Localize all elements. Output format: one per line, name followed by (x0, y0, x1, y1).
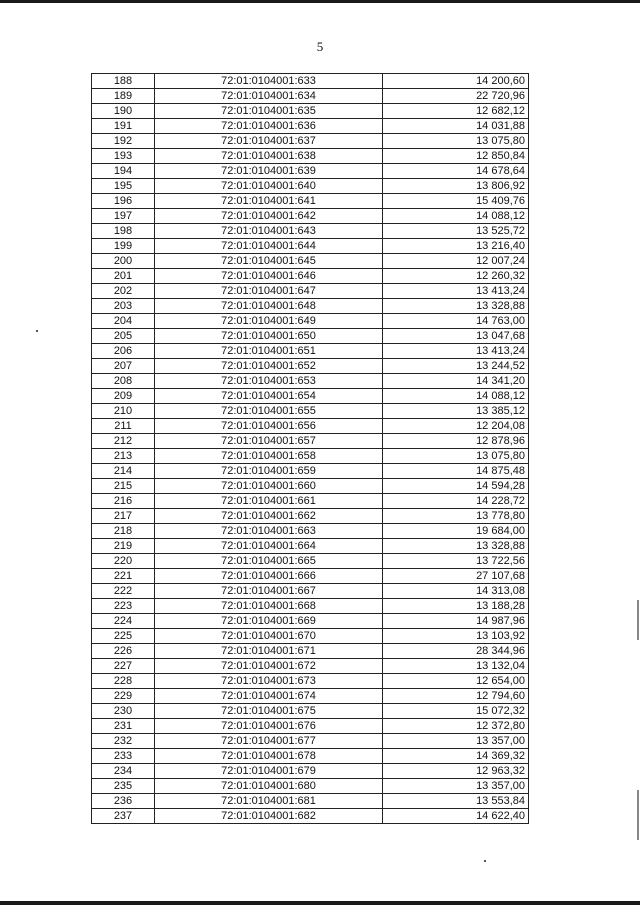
cadastral-number-cell: 72:01:0104001:654 (155, 389, 383, 404)
row-number-cell: 192 (92, 134, 155, 149)
row-number-cell: 230 (92, 704, 155, 719)
table-row (92, 419, 529, 434)
table-row (92, 329, 529, 344)
cadastral-number-cell: 72:01:0104001:647 (155, 284, 383, 299)
row-number-cell: 206 (92, 344, 155, 359)
value-cell: 14 763,00 (383, 314, 529, 329)
table-row (92, 599, 529, 614)
cadastral-number-cell: 72:01:0104001:682 (155, 809, 383, 824)
cadastral-number-cell: 72:01:0104001:643 (155, 224, 383, 239)
value-cell: 12 963,32 (383, 764, 529, 779)
cadastral-number-cell: 72:01:0104001:635 (155, 104, 383, 119)
cadastral-number-cell: 72:01:0104001:648 (155, 299, 383, 314)
row-number-cell: 197 (92, 209, 155, 224)
value-cell: 14 200,60 (383, 74, 529, 89)
cadastral-number-cell: 72:01:0104001:657 (155, 434, 383, 449)
row-number-cell: 210 (92, 404, 155, 419)
row-number-cell: 237 (92, 809, 155, 824)
cadastral-number-cell: 72:01:0104001:673 (155, 674, 383, 689)
row-number-cell: 224 (92, 614, 155, 629)
value-cell: 12 372,80 (383, 719, 529, 734)
row-number-cell: 221 (92, 569, 155, 584)
table-body (92, 74, 529, 824)
cadastral-number-cell: 72:01:0104001:640 (155, 179, 383, 194)
table-row (92, 464, 529, 479)
value-cell: 13 413,24 (383, 344, 529, 359)
table-row (92, 614, 529, 629)
table-row (92, 764, 529, 779)
row-number-cell: 211 (92, 419, 155, 434)
value-cell: 14 594,28 (383, 479, 529, 494)
row-number-cell: 199 (92, 239, 155, 254)
row-number-cell: 228 (92, 674, 155, 689)
row-number-cell: 196 (92, 194, 155, 209)
row-number-cell: 234 (92, 764, 155, 779)
row-number-cell: 201 (92, 269, 155, 284)
value-cell: 13 216,40 (383, 239, 529, 254)
cadastral-number-cell: 72:01:0104001:662 (155, 509, 383, 524)
value-cell: 14 031,88 (383, 119, 529, 134)
row-number-cell: 219 (92, 539, 155, 554)
table-row (92, 179, 529, 194)
row-number-cell: 194 (92, 164, 155, 179)
scan-edge-mark (637, 600, 639, 640)
cadastral-number-cell: 72:01:0104001:659 (155, 464, 383, 479)
cadastral-number-cell: 72:01:0104001:636 (155, 119, 383, 134)
scan-edge-bottom (0, 901, 640, 905)
table-row (92, 524, 529, 539)
table-row (92, 359, 529, 374)
value-cell: 13 047,68 (383, 329, 529, 344)
table-row (92, 254, 529, 269)
row-number-cell: 233 (92, 749, 155, 764)
row-number-cell: 208 (92, 374, 155, 389)
cadastral-number-cell: 72:01:0104001:639 (155, 164, 383, 179)
row-number-cell: 203 (92, 299, 155, 314)
table-row (92, 209, 529, 224)
row-number-cell: 213 (92, 449, 155, 464)
cadastral-number-cell: 72:01:0104001:641 (155, 194, 383, 209)
table-row (92, 74, 529, 89)
cadastral-number-cell: 72:01:0104001:669 (155, 614, 383, 629)
cadastral-number-cell: 72:01:0104001:653 (155, 374, 383, 389)
row-number-cell: 207 (92, 359, 155, 374)
cadastral-number-cell: 72:01:0104001:633 (155, 74, 383, 89)
value-cell: 12 654,00 (383, 674, 529, 689)
value-cell: 13 075,80 (383, 134, 529, 149)
cadastral-number-cell: 72:01:0104001:664 (155, 539, 383, 554)
value-cell: 28 344,96 (383, 644, 529, 659)
table-row (92, 509, 529, 524)
row-number-cell: 225 (92, 629, 155, 644)
cadastral-number-cell: 72:01:0104001:663 (155, 524, 383, 539)
cadastral-number-cell: 72:01:0104001:650 (155, 329, 383, 344)
value-cell: 13 244,52 (383, 359, 529, 374)
table-row (92, 344, 529, 359)
cadastral-number-cell: 72:01:0104001:665 (155, 554, 383, 569)
cadastral-number-cell: 72:01:0104001:645 (155, 254, 383, 269)
table-row (92, 239, 529, 254)
value-cell: 13 525,72 (383, 224, 529, 239)
table-row (92, 629, 529, 644)
value-cell: 13 385,12 (383, 404, 529, 419)
row-number-cell: 216 (92, 494, 155, 509)
table-row (92, 644, 529, 659)
table-row (92, 689, 529, 704)
row-number-cell: 220 (92, 554, 155, 569)
cadastral-number-cell: 72:01:0104001:646 (155, 269, 383, 284)
row-number-cell: 226 (92, 644, 155, 659)
cadastral-number-cell: 72:01:0104001:666 (155, 569, 383, 584)
row-number-cell: 227 (92, 659, 155, 674)
value-cell: 13 553,84 (383, 794, 529, 809)
table-row (92, 389, 529, 404)
value-cell: 12 260,32 (383, 269, 529, 284)
cadastral-number-cell: 72:01:0104001:652 (155, 359, 383, 374)
table-row (92, 434, 529, 449)
value-cell: 13 357,00 (383, 734, 529, 749)
cadastral-number-cell: 72:01:0104001:670 (155, 629, 383, 644)
value-cell: 13 132,04 (383, 659, 529, 674)
table-row (92, 314, 529, 329)
value-cell: 12 204,08 (383, 419, 529, 434)
cadastral-number-cell: 72:01:0104001:642 (155, 209, 383, 224)
table-row (92, 554, 529, 569)
value-cell: 19 684,00 (383, 524, 529, 539)
cadastral-number-cell: 72:01:0104001:679 (155, 764, 383, 779)
value-cell: 14 987,96 (383, 614, 529, 629)
cadastral-number-cell: 72:01:0104001:671 (155, 644, 383, 659)
table-row (92, 149, 529, 164)
cadastral-number-cell: 72:01:0104001:667 (155, 584, 383, 599)
cadastral-value-table (91, 73, 529, 824)
table-row (92, 164, 529, 179)
value-cell: 14 622,40 (383, 809, 529, 824)
value-cell: 13 778,80 (383, 509, 529, 524)
row-number-cell: 229 (92, 689, 155, 704)
cadastral-number-cell: 72:01:0104001:637 (155, 134, 383, 149)
table-row (92, 119, 529, 134)
row-number-cell: 222 (92, 584, 155, 599)
value-cell: 13 075,80 (383, 449, 529, 464)
cadastral-number-cell: 72:01:0104001:676 (155, 719, 383, 734)
value-cell: 14 313,08 (383, 584, 529, 599)
table-row (92, 104, 529, 119)
value-cell: 13 328,88 (383, 299, 529, 314)
scan-speck (484, 860, 486, 862)
value-cell: 15 072,32 (383, 704, 529, 719)
cadastral-number-cell: 72:01:0104001:680 (155, 779, 383, 794)
value-cell: 13 188,28 (383, 599, 529, 614)
cadastral-number-cell: 72:01:0104001:681 (155, 794, 383, 809)
table-row (92, 479, 529, 494)
cadastral-number-cell: 72:01:0104001:668 (155, 599, 383, 614)
table-row (92, 794, 529, 809)
cadastral-number-cell: 72:01:0104001:674 (155, 689, 383, 704)
value-cell: 13 413,24 (383, 284, 529, 299)
cadastral-number-cell: 72:01:0104001:649 (155, 314, 383, 329)
value-cell: 14 341,20 (383, 374, 529, 389)
table-row (92, 194, 529, 209)
cadastral-number-cell: 72:01:0104001:651 (155, 344, 383, 359)
table-row (92, 269, 529, 284)
row-number-cell: 215 (92, 479, 155, 494)
cadastral-number-cell: 72:01:0104001:655 (155, 404, 383, 419)
cadastral-number-cell: 72:01:0104001:675 (155, 704, 383, 719)
value-cell: 14 088,12 (383, 389, 529, 404)
value-cell: 12 878,96 (383, 434, 529, 449)
value-cell: 14 369,32 (383, 749, 529, 764)
value-cell: 14 088,12 (383, 209, 529, 224)
value-cell: 14 678,64 (383, 164, 529, 179)
table-row (92, 134, 529, 149)
row-number-cell: 202 (92, 284, 155, 299)
table-row (92, 374, 529, 389)
cadastral-number-cell: 72:01:0104001:672 (155, 659, 383, 674)
value-cell: 13 328,88 (383, 539, 529, 554)
value-cell: 14 228,72 (383, 494, 529, 509)
value-cell: 12 850,84 (383, 149, 529, 164)
table-row (92, 749, 529, 764)
value-cell: 15 409,76 (383, 194, 529, 209)
row-number-cell: 200 (92, 254, 155, 269)
row-number-cell: 198 (92, 224, 155, 239)
cadastral-number-cell: 72:01:0104001:677 (155, 734, 383, 749)
row-number-cell: 232 (92, 734, 155, 749)
table-row (92, 734, 529, 749)
table-row (92, 449, 529, 464)
row-number-cell: 236 (92, 794, 155, 809)
value-cell: 13 103,92 (383, 629, 529, 644)
value-cell: 13 357,00 (383, 779, 529, 794)
row-number-cell: 223 (92, 599, 155, 614)
row-number-cell: 217 (92, 509, 155, 524)
value-cell: 13 806,92 (383, 179, 529, 194)
row-number-cell: 231 (92, 719, 155, 734)
scan-speck (36, 330, 38, 332)
table-row (92, 284, 529, 299)
table-row (92, 674, 529, 689)
table-row (92, 584, 529, 599)
table-row (92, 404, 529, 419)
row-number-cell: 193 (92, 149, 155, 164)
row-number-cell: 212 (92, 434, 155, 449)
value-cell: 14 875,48 (383, 464, 529, 479)
table-row (92, 659, 529, 674)
row-number-cell: 195 (92, 179, 155, 194)
table-row (92, 569, 529, 584)
cadastral-number-cell: 72:01:0104001:658 (155, 449, 383, 464)
value-cell: 12 007,24 (383, 254, 529, 269)
row-number-cell: 190 (92, 104, 155, 119)
row-number-cell: 205 (92, 329, 155, 344)
row-number-cell: 204 (92, 314, 155, 329)
row-number-cell: 191 (92, 119, 155, 134)
value-cell: 12 794,60 (383, 689, 529, 704)
table-row (92, 89, 529, 104)
table-row (92, 719, 529, 734)
scan-edge-top (0, 0, 640, 3)
table-row (92, 224, 529, 239)
cadastral-number-cell: 72:01:0104001:656 (155, 419, 383, 434)
value-cell: 27 107,68 (383, 569, 529, 584)
cadastral-number-cell: 72:01:0104001:644 (155, 239, 383, 254)
cadastral-number-cell: 72:01:0104001:661 (155, 494, 383, 509)
cadastral-number-cell: 72:01:0104001:634 (155, 89, 383, 104)
cadastral-number-cell: 72:01:0104001:638 (155, 149, 383, 164)
table-row (92, 299, 529, 314)
table-row (92, 704, 529, 719)
row-number-cell: 218 (92, 524, 155, 539)
row-number-cell: 209 (92, 389, 155, 404)
table-row (92, 494, 529, 509)
scan-edge-mark (637, 790, 639, 840)
value-cell: 13 722,56 (383, 554, 529, 569)
value-cell: 12 682,12 (383, 104, 529, 119)
cadastral-number-cell: 72:01:0104001:660 (155, 479, 383, 494)
value-cell: 22 720,96 (383, 89, 529, 104)
table-row (92, 809, 529, 824)
page-number: 5 (316, 39, 324, 54)
cadastral-number-cell: 72:01:0104001:678 (155, 749, 383, 764)
row-number-cell: 214 (92, 464, 155, 479)
row-number-cell: 189 (92, 89, 155, 104)
table-row (92, 539, 529, 554)
row-number-cell: 235 (92, 779, 155, 794)
row-number-cell: 188 (92, 74, 155, 89)
table-row (92, 779, 529, 794)
